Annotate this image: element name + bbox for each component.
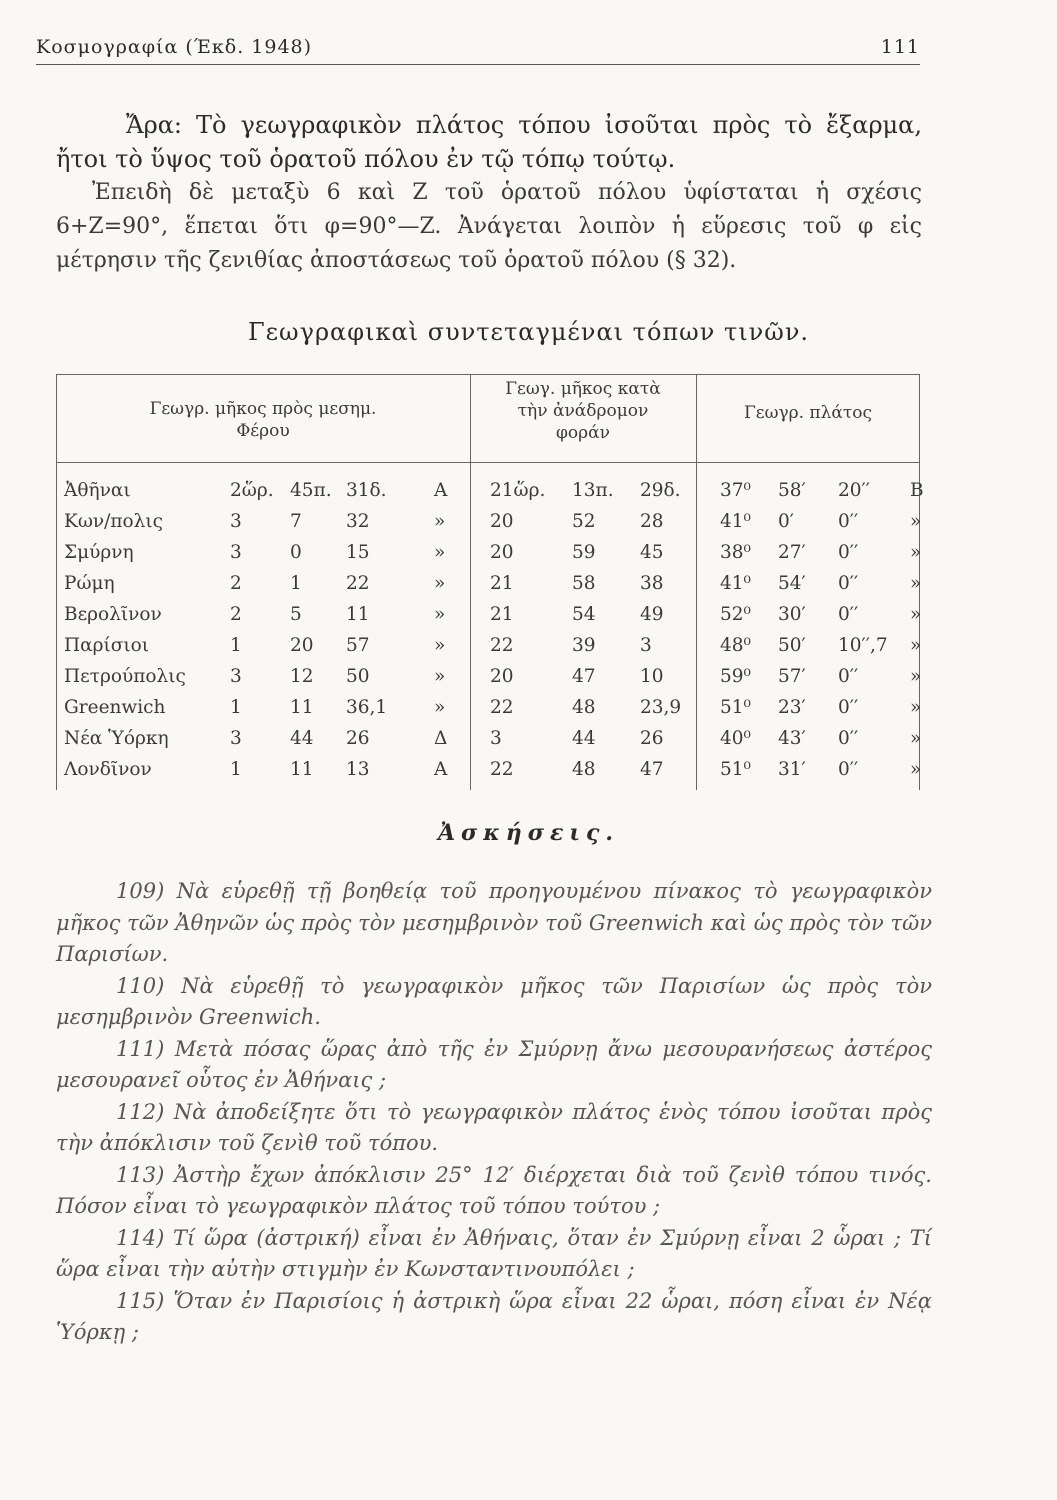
lat-hemisphere: Β: [910, 480, 924, 501]
exercise-item: [56, 1160, 932, 1223]
retro-hours: 20: [490, 666, 514, 687]
lat-seconds: 0′′: [838, 728, 859, 749]
retro-seconds: 47: [640, 759, 664, 780]
retro-seconds: 3: [640, 635, 652, 656]
lat-seconds: 0′′: [838, 573, 859, 594]
ferro-seconds: 32: [346, 511, 370, 532]
retro-minutes: 58: [572, 573, 596, 594]
retro-seconds: 38: [640, 573, 664, 594]
place-name: Greenwich: [64, 697, 166, 718]
lat-minutes: 50′: [778, 635, 806, 656]
retro-minutes: 44: [572, 728, 596, 749]
lat-seconds: 20′′: [838, 480, 870, 501]
header-longitude-retrograde: [470, 378, 696, 444]
header-longitude-ferro: [56, 398, 470, 442]
lat-degrees: 41⁰: [720, 573, 751, 594]
lat-hemisphere: »: [910, 728, 922, 749]
table-row: [56, 480, 924, 506]
exercises-title: Ἀσκήσεις.: [437, 820, 620, 846]
ferro-direction: Α: [434, 480, 448, 501]
lat-minutes: 54′: [778, 573, 806, 594]
ferro-seconds: 13: [346, 759, 370, 780]
exercise-text: Νὰ εὑρεθῇ τῇ βοηθείᾳ τοῦ προηγουμένου πίνακος τὸ γεωγραφικὸν μῆκος τῶν Ἀθηνῶν ὡς πρὸς τὸν μεσημβρινὸν τοῦ Greenwich καὶ ὡς πρὸς τὸν τῶν Παρισίων.: [56, 879, 932, 966]
exercise-item: [56, 971, 932, 1034]
header-longitude-retrograde-line2: τὴν ἀνάδρομον: [517, 401, 649, 421]
retro-minutes: 39: [572, 635, 596, 656]
exercise-number: 111): [116, 1036, 165, 1061]
ferro-seconds: 11: [346, 604, 370, 625]
table-row: [56, 604, 920, 630]
header-longitude-ferro-line2: Φέρου: [236, 421, 290, 441]
exercise-number: 109): [116, 879, 165, 903]
ferro-hours: 2: [230, 604, 242, 625]
lat-minutes: 30′: [778, 604, 806, 625]
lat-minutes: 43′: [778, 728, 806, 749]
ferro-direction: »: [434, 573, 446, 594]
ferro-hours: 3: [230, 666, 242, 687]
exercise-number: 112): [116, 1099, 165, 1124]
lat-degrees: 51⁰: [720, 697, 751, 718]
lat-hemisphere: »: [910, 666, 922, 687]
ferro-hours: 2: [230, 573, 242, 594]
ferro-minutes: 11: [290, 759, 314, 780]
exercises-list: [56, 876, 932, 1349]
table-top-rule: [56, 374, 920, 375]
ferro-minutes: 20: [290, 635, 314, 656]
table-row: [56, 542, 920, 568]
ferro-seconds: 31δ.: [346, 480, 387, 501]
exercise-number: 115): [116, 1288, 165, 1313]
exercise-number: 110): [116, 973, 165, 998]
lat-degrees: 48⁰: [720, 635, 751, 656]
page-number: 111: [880, 36, 920, 58]
intro-paragraph-2: Ἐπειδὴ δὲ μεταξὺ 6 καὶ Z τοῦ ὁρατοῦ πόλου ὑφίσταται ἡ σχέσις 6+Z=90°, ἕπεται ὅτι φ=90°—Z. Ἀνάγεται λοιπὸν ἡ εὕρεσις τοῦ φ εἰς μέτρησιν τῆς ζενιθίας ἀποστάσεως τοῦ ὁρατοῦ πόλου (§ 32).: [56, 180, 922, 273]
header-latitude: Γεωγρ. πλάτος: [743, 403, 872, 423]
exercise-item: [56, 1097, 932, 1160]
place-name: Πετρούπολις: [64, 666, 186, 687]
running-head-title: Κοσμογραφία (Έκδ. 1948): [36, 36, 313, 58]
ferro-seconds: 57: [346, 635, 370, 656]
retro-minutes: 52: [572, 511, 596, 532]
lat-hemisphere: »: [910, 604, 922, 625]
lat-degrees: 51⁰: [720, 759, 751, 780]
retro-seconds: 29δ.: [640, 480, 681, 501]
lat-degrees: 37⁰: [720, 480, 751, 501]
header-rule: [36, 64, 920, 65]
lat-minutes: 57′: [778, 666, 806, 687]
table-row: [56, 666, 920, 692]
place-name: Κων/πολις: [64, 511, 164, 532]
lat-hemisphere: »: [910, 697, 922, 718]
ferro-hours: 1: [230, 697, 242, 718]
retro-seconds: 28: [640, 511, 664, 532]
place-name: Λονδῖνον: [64, 759, 152, 780]
place-name: Νέα Ὑόρκη: [64, 728, 169, 749]
lat-degrees: 59⁰: [720, 666, 751, 687]
lat-hemisphere: »: [910, 759, 922, 780]
ferro-seconds: 36,1: [346, 697, 388, 718]
exercise-text: Νὰ εὑρεθῇ τὸ γεωγραφικὸν μῆκος τῶν Παρισίων ὡς πρὸς τὸν μεσημβρινὸν Greenwich.: [56, 973, 932, 1029]
exercise-item: [56, 1223, 932, 1286]
coordinates-table: [56, 374, 924, 790]
lat-seconds: 0′′: [838, 604, 859, 625]
ferro-minutes: 45π.: [290, 480, 332, 501]
exercise-text: Τί ὥρα (ἀστρική) εἶναι ἐν Ἀθήναις, ὅταν ἐν Σμύρνῃ εἶναι 2 ὧραι ; Τί ὥρα εἶναι τὴν αὐτὴν στιγμὴν ἐν Κωνσταντινουπόλει ;: [56, 1225, 932, 1281]
ferro-minutes: 0: [290, 542, 302, 563]
retro-minutes: 48: [572, 697, 596, 718]
lat-hemisphere: »: [910, 542, 922, 563]
lat-seconds: 0′′: [838, 666, 859, 687]
retro-hours: 21ὥρ.: [490, 480, 546, 501]
place-name: Σμύρνη: [64, 542, 134, 563]
header-longitude-retrograde-line1: Γεωγ. μῆκος κατὰ: [505, 379, 661, 399]
exercise-number: 113): [116, 1162, 165, 1187]
ferro-hours: 1: [230, 635, 242, 656]
lat-seconds: 0′′: [838, 697, 859, 718]
retro-hours: 21: [490, 573, 514, 594]
lat-seconds: 0′′: [838, 542, 859, 563]
lat-minutes: 0′: [778, 511, 794, 532]
ferro-direction: »: [434, 666, 446, 687]
table-title: Γεωγραφικαὶ συντεταγμέναι τόπων τινῶν.: [247, 318, 810, 346]
ferro-direction: »: [434, 542, 446, 563]
table-row: [56, 573, 920, 599]
lat-seconds: 0′′: [838, 759, 859, 780]
lat-seconds: 0′′: [838, 511, 859, 532]
exercise-item: [56, 1034, 932, 1097]
retro-minutes: 13π.: [572, 480, 614, 501]
table-row: [56, 759, 920, 785]
ferro-seconds: 22: [346, 573, 370, 594]
place-name: Παρίσιοι: [64, 635, 150, 656]
retro-hours: 3: [490, 728, 502, 749]
retro-hours: 20: [490, 542, 514, 563]
retro-seconds: 45: [640, 542, 664, 563]
ferro-seconds: 50: [346, 666, 370, 687]
retro-seconds: 10: [640, 666, 664, 687]
intro-text: [56, 108, 922, 278]
ferro-direction: »: [434, 511, 446, 532]
retro-hours: 20: [490, 511, 514, 532]
exercise-text: Μετὰ πόσας ὥρας ἀπὸ τῆς ἐν Σμύρνῃ ἄνω μεσουρανήσεως ἀστέρος μεσουρανεῖ οὗτος ἐν Ἀθήναις ;: [56, 1036, 932, 1092]
ferro-direction: »: [434, 635, 446, 656]
exercise-text: Ἀστὴρ ἔχων ἀπόκλισιν 25° 12′ διέρχεται διὰ τοῦ ζενὶθ τόπου τινός. Πόσον εἶναι τὸ γεωγραφικὸν πλάτος τοῦ τόπου τούτου ;: [56, 1162, 932, 1218]
place-name: Ἀθῆναι: [64, 480, 131, 501]
ferro-minutes: 11: [290, 697, 314, 718]
place-name: Βερολῖνον: [64, 604, 162, 625]
ferro-seconds: 26: [346, 728, 370, 749]
retro-seconds: 49: [640, 604, 664, 625]
retro-hours: 22: [490, 759, 514, 780]
retro-minutes: 47: [572, 666, 596, 687]
lat-degrees: 52⁰: [720, 604, 751, 625]
table-row: [56, 511, 920, 537]
ferro-minutes: 1: [290, 573, 302, 594]
ferro-minutes: 44: [290, 728, 314, 749]
lat-minutes: 58′: [778, 480, 806, 501]
table-row: [56, 697, 920, 723]
lat-degrees: 38⁰: [720, 542, 751, 563]
ferro-hours: 3: [230, 728, 242, 749]
retro-seconds: 26: [640, 728, 664, 749]
ferro-seconds: 15: [346, 542, 370, 563]
lat-hemisphere: »: [910, 573, 922, 594]
place-name: Ρώμη: [64, 573, 115, 594]
ferro-hours: 3: [230, 542, 242, 563]
header-longitude-ferro-line1: Γεωγρ. μῆκος πρὸς μεσημ.: [149, 399, 377, 419]
lat-minutes: 31′: [778, 759, 806, 780]
ferro-hours: 1: [230, 759, 242, 780]
retro-seconds: 23,9: [640, 697, 682, 718]
table-row: [56, 728, 920, 754]
exercise-number: 114): [116, 1225, 165, 1250]
retro-minutes: 54: [572, 604, 596, 625]
lat-minutes: 23′: [778, 697, 806, 718]
retro-hours: 21: [490, 604, 514, 625]
ferro-direction: Δ: [434, 728, 448, 749]
exercise-item: [56, 1286, 932, 1349]
ferro-direction: »: [434, 697, 446, 718]
ferro-minutes: 7: [290, 511, 302, 532]
retro-minutes: 59: [572, 542, 596, 563]
exercise-item: [56, 876, 932, 971]
lat-hemisphere: »: [910, 511, 922, 532]
ferro-direction: »: [434, 604, 446, 625]
ferro-hours: 3: [230, 511, 242, 532]
retro-hours: 22: [490, 635, 514, 656]
retro-hours: 22: [490, 697, 514, 718]
lat-minutes: 27′: [778, 542, 806, 563]
ferro-minutes: 5: [290, 604, 302, 625]
lat-degrees: 40⁰: [720, 728, 751, 749]
retro-minutes: 48: [572, 759, 596, 780]
header-longitude-retrograde-line3: φοράν: [556, 423, 610, 443]
lat-seconds: 10′′,7: [838, 635, 888, 656]
lat-hemisphere: »: [910, 635, 922, 656]
ferro-minutes: 12: [290, 666, 314, 687]
exercise-text: Νὰ ἀποδείξητε ὅτι τὸ γεωγραφικὸν πλάτος ἑνὸς τόπου ἰσοῦται πρὸς τὴν ἀπόκλισιν τοῦ ζενὶθ τοῦ τόπου.: [56, 1099, 932, 1155]
lat-degrees: 41⁰: [720, 511, 751, 532]
ferro-direction: Α: [434, 759, 448, 780]
exercise-text: Ὅταν ἐν Παρισίοις ἡ ἀστρικὴ ὥρα εἶναι 22 ὧραι, πόση εἶναι ἐν Νέᾳ Ὑόρκῃ ;: [56, 1288, 932, 1344]
ferro-hours: 2ὥρ.: [230, 480, 274, 501]
table-header-rule: [56, 462, 920, 463]
table-row: [56, 635, 920, 661]
intro-paragraph-1: Ἄρα: Τὸ γεωγραφικὸν πλάτος τόπου ἰσοῦται πρὸς τὸ ἔξαρμα, ἤτοι τὸ ὕψος τοῦ ὁρατοῦ πόλου ἐν τῷ τόπῳ τούτῳ.: [56, 111, 922, 173]
